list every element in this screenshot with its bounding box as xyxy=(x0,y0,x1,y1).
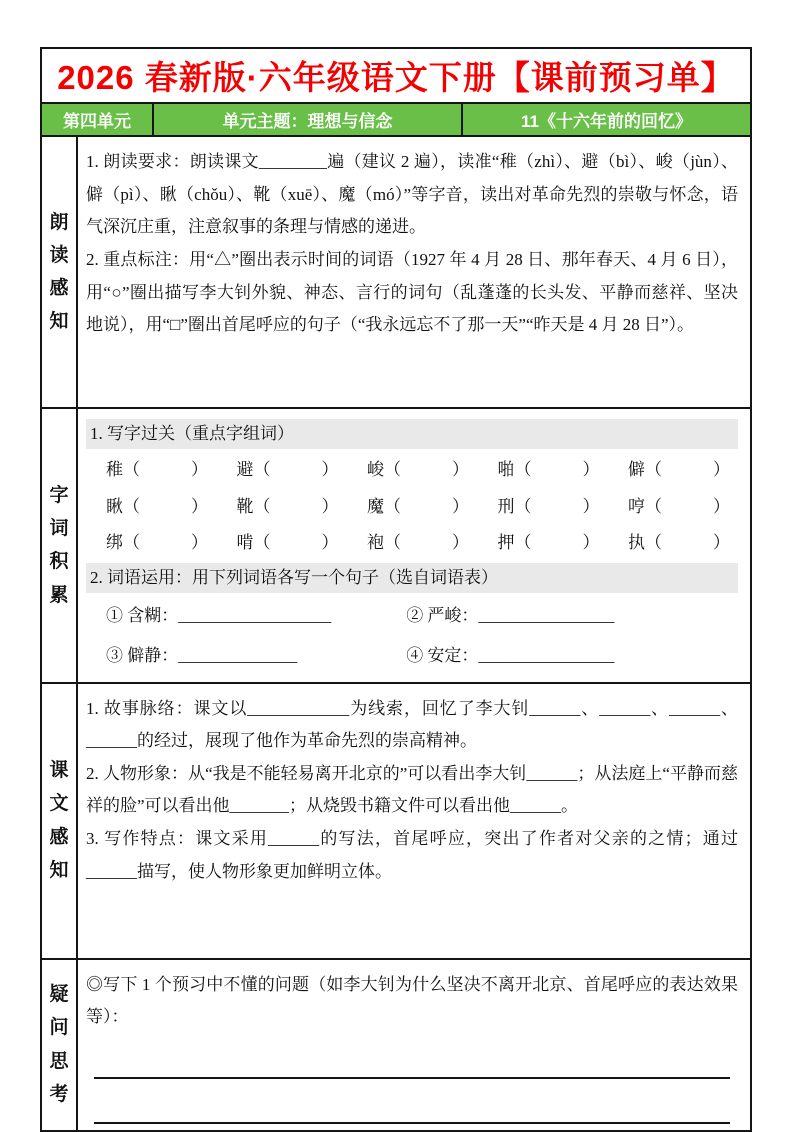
sentence-row xyxy=(86,596,738,636)
character-grid-row xyxy=(86,525,738,562)
grid-cell: 稚（ ） xyxy=(106,460,208,480)
grid-cell: 瞅（ ） xyxy=(106,496,208,516)
grid-cell: 避（ ） xyxy=(236,460,339,480)
worksheet-table xyxy=(40,47,752,1132)
unit-header-bar xyxy=(42,102,750,135)
words-task2-header: 2. 词语运用：用下列词语各写一个句子（选自词语表） xyxy=(86,563,738,593)
comprehension-item-1: 1. 故事脉络：课文以____________为线索，回忆了李大钊______、______、______、______的经过，展现了他作为革命先烈的崇高精神。 xyxy=(86,698,738,751)
answer-write-line xyxy=(94,1079,730,1124)
grid-cell: 刑（ ） xyxy=(497,496,600,516)
grid-cell: 啪（ ） xyxy=(497,460,600,480)
section-reading xyxy=(42,135,750,407)
section-comprehension-content xyxy=(78,684,750,958)
grid-cell: 僻（ ） xyxy=(628,460,730,480)
section-words-label xyxy=(42,409,78,682)
section-words-content xyxy=(78,409,750,682)
comprehension-item-3: 3. 写作特点：课文采用______的写法，首尾呼应，突出了作者对父亲的之情；通过______描写，使人物形象更加鲜明立体。 xyxy=(86,829,738,881)
unit-cell-lesson: 11《十六年前的回忆》 xyxy=(521,112,692,131)
section-label-text: 朗读感知 xyxy=(49,211,69,333)
grid-cell: 魔（ ） xyxy=(367,496,469,516)
sentence-item-2: ② 严峻：________________ xyxy=(406,605,615,625)
page-title: 2026 春新版·六年级语文下册【课前预习单】 xyxy=(57,59,735,96)
section-comprehension-label xyxy=(42,684,78,958)
grid-cell: 峻（ ） xyxy=(367,460,469,480)
grid-cell: 执（ ） xyxy=(628,533,730,553)
comprehension-item-2: 2. 人物形象：从“我是不能轻易离开北京的”可以看出李大钊______；从法庭上“平静而慈祥的脸”可以看出他_______；从烧毁书籍文件可以看出他______。 xyxy=(86,763,738,816)
grid-cell: 袍（ ） xyxy=(367,533,469,553)
grid-cell: 哼（ ） xyxy=(628,496,730,516)
section-reading-label xyxy=(42,137,78,407)
section-label-text: 疑问思考 xyxy=(49,984,69,1105)
sentence-item-1: ① 含糊：__________________ xyxy=(106,605,332,625)
section-questions-label xyxy=(42,960,78,1130)
section-label-text: 课文感知 xyxy=(49,760,69,881)
section-reading-content xyxy=(78,137,750,407)
sentence-item-4: ④ 安定：________________ xyxy=(406,645,615,665)
sentence-item-3: ③ 僻静：______________ xyxy=(106,645,298,665)
sentence-row xyxy=(86,636,738,676)
section-words xyxy=(42,407,750,682)
reading-item-1: 1. 朗读要求：朗读课文________遍（建议 2 遍），读准“稚（zhì）、避（bì）、峻（jùn）、僻（pì）、瞅（chǒu）、靴（xuē）、魔（mó）”等字音，读出对革命先烈的崇敬与怀念，语气深沉庄重，注意叙事的条理与情感的递进。 xyxy=(86,152,738,237)
character-grid-row xyxy=(86,489,738,526)
words-task1-header: 1. 写字过关（重点字组词） xyxy=(86,419,738,449)
unit-cell-theme: 单元主题：理想与信念 xyxy=(152,104,463,135)
section-questions xyxy=(42,958,750,1130)
section-comprehension xyxy=(42,682,750,958)
answer-write-line xyxy=(94,1034,730,1079)
section-questions-content xyxy=(78,960,750,1130)
reading-item-2: 2. 重点标注：用“△”圈出表示时间的词语（1927 年 4 月 28 日、那年春天、4 月 6 日），用“○”圈出描写李大钊外貌、神态、言行的词句（乱蓬蓬的长头发、平静而慈祥、坚决地说），用“□”圈出首尾呼应的句子（“我永远忘不了那一天”“昨天是 4 月 28 日”）。 xyxy=(86,249,738,335)
grid-cell: 靴（ ） xyxy=(236,496,339,516)
grid-cell: 啃（ ） xyxy=(236,533,339,553)
questions-prompt: ◎写下 1 个预习中不懂的问题（如李大钊为什么坚决不离开北京、首尾呼应的表达效果等）： xyxy=(86,974,738,1027)
section-label-text: 字词积累 xyxy=(49,484,69,606)
grid-cell: 绑（ ） xyxy=(106,533,208,553)
grid-cell: 押（ ） xyxy=(497,533,600,553)
character-grid-row xyxy=(86,452,738,489)
unit-cell-number: 第四单元 xyxy=(63,112,131,131)
